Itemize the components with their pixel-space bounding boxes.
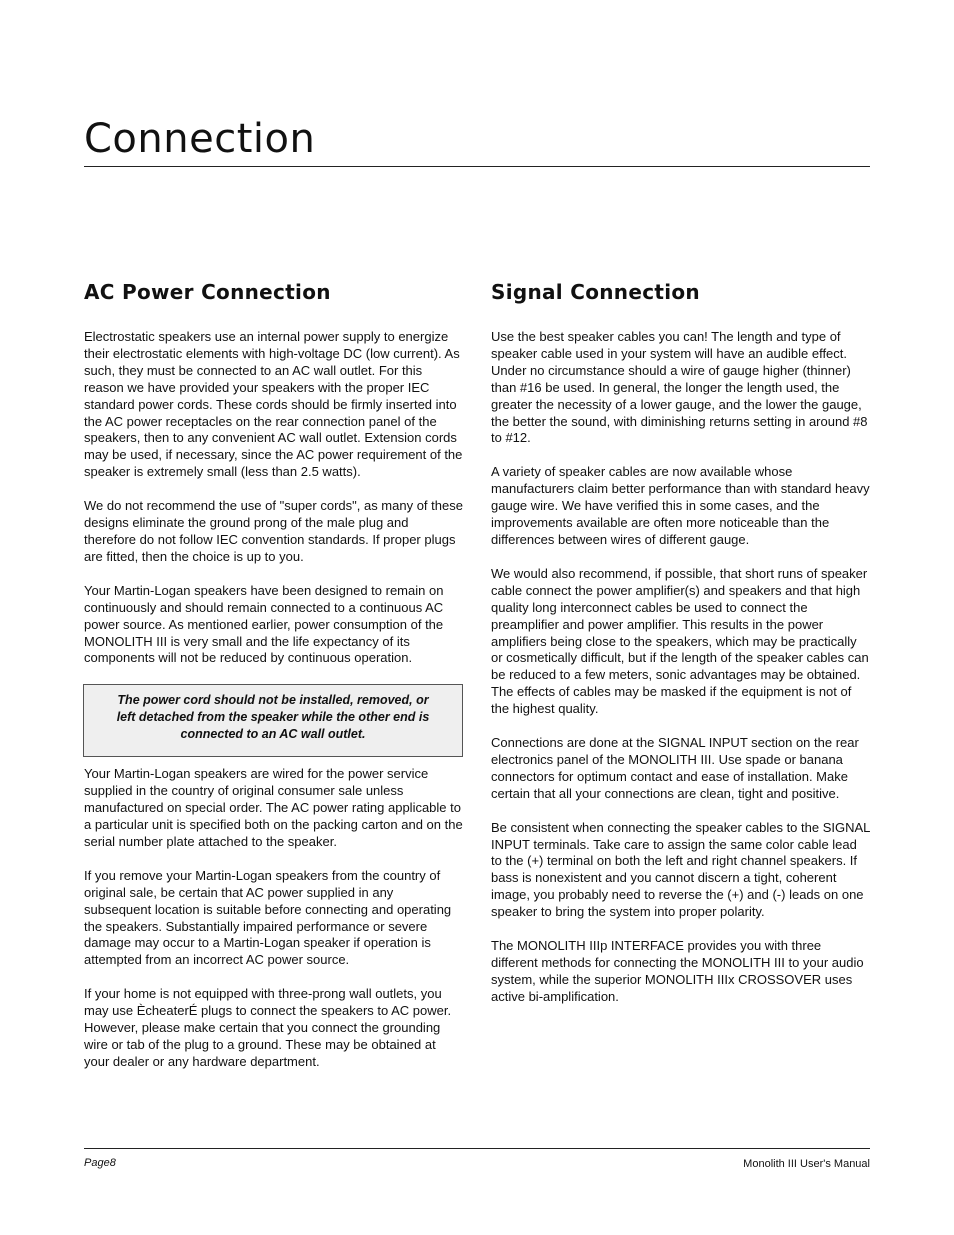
paragraph: We do not recommend the use of "super cords", as many of these designs eliminate the ground prong of the male plug and therefore do not follow IEC convention standards. If proper plugs are fitted, then the choice is up to you.	[84, 498, 463, 564]
signal-connection-heading: Signal Connection	[491, 280, 700, 304]
left-column	[84, 276, 464, 1088]
paragraph: Be consistent when connecting the speaker cables to the SIGNAL INPUT terminals. Take care to assign the same color cable lead to the (+) terminal on both the left and right channel speakers. If bass is nonexistent and you cannot discern a tight, coherent image, you probably need to reverse the (+) and (-) leads on one speaker to bring the system into proper polarity.	[491, 819, 870, 920]
paragraph: The MONOLITH IIIp INTERFACE provides you with three different methods for connecting the MONOLITH III to your audio system, while the superior MONOLITH IIIx CROSSOVER uses active bi-amplification.	[491, 938, 864, 1004]
warning-box	[83, 684, 463, 757]
paragraph: If your home is not equipped with three-prong wall outlets, you may use ÈcheaterÉ plugs to connect the speakers to AC power. However, please make certain that you connect the grounding wire or tab of the plug to a ground. These may be obtained at your dealer or any hardware department.	[84, 986, 452, 1069]
page-title: Connection	[84, 116, 316, 162]
right-column	[491, 276, 871, 1023]
paragraph: Your Martin-Logan speakers are wired for the power service supplied in the country of original consumer sale unless manufactured on special order. The AC power rating applicable to a particular unit is specified both on the packing carton and on the serial number plate attached to the speaker.	[84, 766, 463, 849]
paragraph: If you remove your Martin-Logan speakers from the country of original sale, be certain that AC power supplied in any subsequent location is suitable before connecting and operating the speakers. Substantially impaired performance or severe damage may occur to a Martin-Logan speaker if operation is attempted from an incorrect AC power source.	[84, 867, 452, 968]
paragraph: Use the best speaker cables you can! The length and type of speaker cable used in your system will have an audible effect. Under no circumstance should a wire of gauge higher (thinner) than #16 be used. In general, the longer the length used, the greater the necessity of a lower gauge, and the lower the gauge, the better the sound, with diminishing returns setting in around #8 to #12.	[491, 329, 868, 446]
page-number: Page8	[84, 1157, 116, 1169]
paragraph: We would also recommend, if possible, that short runs of speaker cable connect the power amplifier(s) and speakers and that high quality long interconnect cables be used to connect the preamplifier and power amplifier. This results in the power amplifiers being close to the speakers, which may be practically or cosmetically difficult, but if the length of the speaker cables can be reduced to a few meters, sonic advantages may be obtained. The effects of cables may be masked if the equipment is not of the highest quality.	[491, 565, 869, 717]
warning-text: The power cord should not be installed, removed, or left detached from the speaker while the other end is connected to an AC wall outlet.	[116, 693, 430, 742]
paragraph: Your Martin-Logan speakers have been designed to remain on continuously and should remain connected to a continuous AC power source. As mentioned earlier, power consumption of the MONOLITH III is very small and the life expectancy of its components will not be reduced by continuous operation.	[84, 582, 444, 666]
paragraph: Connections are done at the SIGNAL INPUT section on the rear electronics panel of the MONOLITH III. Use spade or banana connectors for optimum contact and ease of installation. Make certain that all your connections are clean, tight and positive.	[491, 735, 859, 801]
footer-divider	[84, 1148, 870, 1149]
manual-title: Monolith III User's Manual	[743, 1158, 870, 1170]
paragraph: Electrostatic speakers use an internal power supply to energize their electrostatic elements with high-voltage DC (low current). As such, they must be connected to an AC wall outlet. For this reason we have provided your speakers with the proper IEC standard power cords. These cords should be firmly inserted into the AC power receptacles on the rear connection panel of the speakers, then to any convenient AC wall outlet. Extension cords may be used, if necessary, since the AC power requirement of the speaker is extremely small (less than 2.5 watts).	[84, 329, 463, 480]
title-divider	[84, 166, 870, 167]
paragraph: A variety of speaker cables are now available whose manufacturers claim better performance than with standard heavy gauge wire. We have verified this in some cases, and the improvements available are often more noticeable than the differences between wires of different gauge.	[491, 464, 870, 547]
ac-power-heading: AC Power Connection	[84, 280, 331, 304]
